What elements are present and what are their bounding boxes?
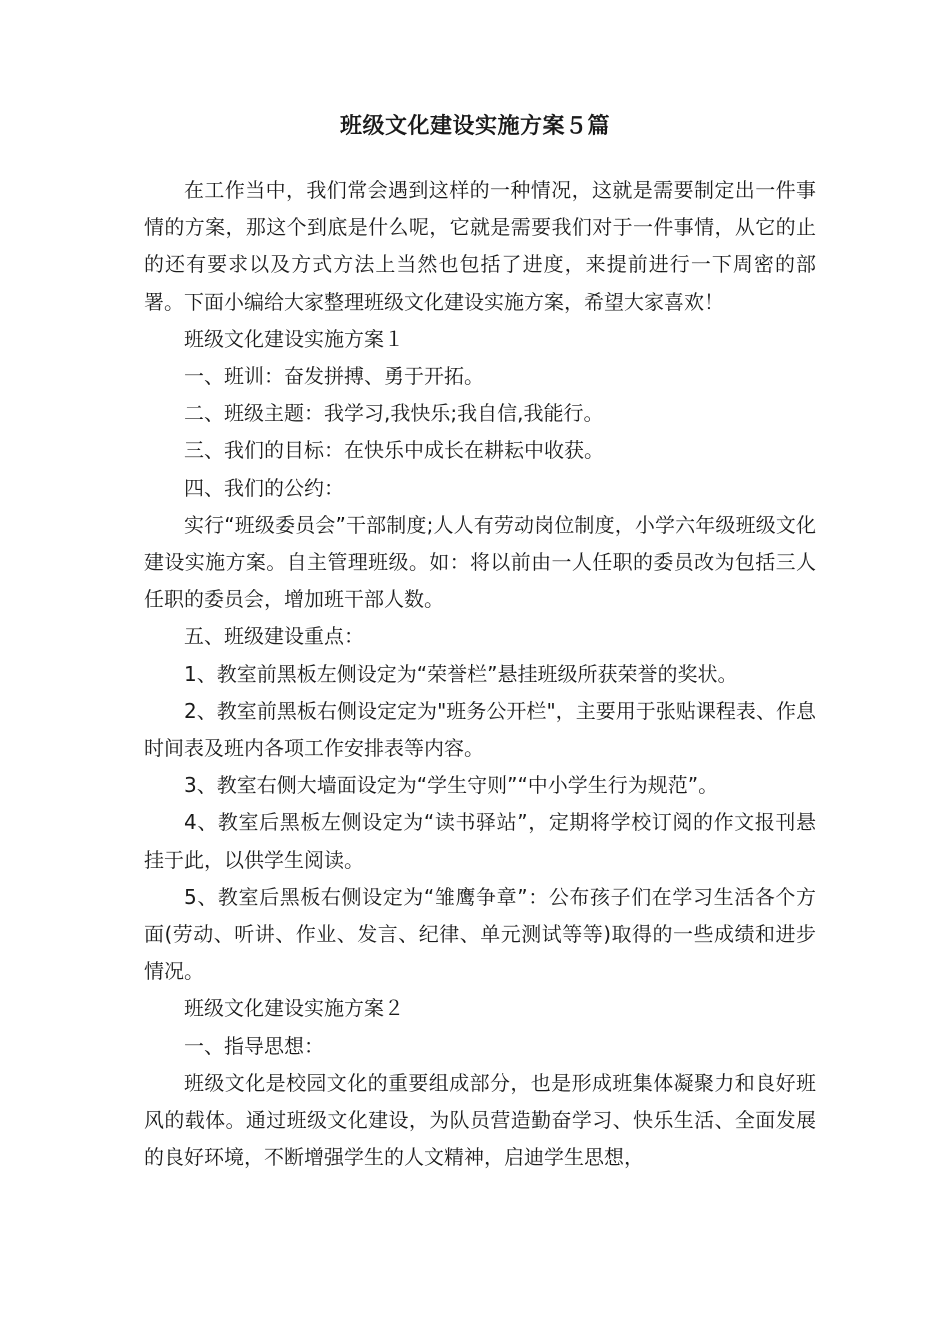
- paragraph-class-motto: 一、班训：奋发拼搏、勇于开拓。: [184, 364, 484, 389]
- paragraph-key-point-1: 1、教室前黑板左侧设定为“荣誉栏”悬挂班级所获荣誉的奖状。: [184, 661, 738, 686]
- paragraph-intro: 在工作当中，我们常会遇到这样的一种情况，这就是需要制定出一件事情的方案，那这个到底是什么呢，它就是需要我们对于一件事情，从它的止的还有要求以及方式方法上当然也包括了进度，来提前进行一下周密的部署。下面小编给大家整理班级文化建设实施方案，希望大家喜欢！: [144, 178, 816, 314]
- paragraph-key-point-4: 4、教室后黑板左侧设定为“读书驿站”，定期将学校订阅的作文报刊悬挂于此，以供学生阅读。: [144, 810, 816, 872]
- section-heading-plan-2: 班级文化建设实施方案２: [184, 996, 404, 1021]
- section-heading-plan-1: 班级文化建设实施方案１: [184, 326, 404, 351]
- paragraph-guiding-thought: 班级文化是校园文化的重要组成部分，也是形成班集体凝聚力和良好班风的载体。通过班级文化建设，为队员营造勤奋学习、快乐生活、全面发展的良好环境，不断增强学生的人文精神，启迪学生思想，: [144, 1070, 816, 1170]
- paragraph-class-theme: 二、班级主题：我学习,我快乐;我自信,我能行。: [184, 401, 604, 426]
- paragraph-key-point-2: 2、教室前黑板右侧设定定为"班务公开栏"，主要用于张贴课程表、作息时间表及班内各项工作安排表等内容。: [144, 698, 816, 761]
- paragraph-key-point-5: 5、教室后黑板右侧设定为“雏鹰争章”：公布孩子们在学习生活各个方面(劳动、听讲、作业、发言、纪律、单元测试等等)取得的一些成绩和进步情况。: [144, 884, 816, 984]
- paragraph-key-point-3: 3、教室右侧大墙面设定为“学生守则”“中小学生行为规范”。: [184, 773, 719, 798]
- paragraph-guiding-heading: 一、指导思想：: [184, 1033, 324, 1058]
- document-body: [144, 172, 816, 1176]
- paragraph-key-points-heading: 五、班级建设重点：: [184, 624, 364, 649]
- paragraph-class-pact: 实行“班级委员会”干部制度;人人有劳动岗位制度，小学六年级班级文化建设实施方案。自主管理班级。如：将以前由一人任职的委员改为包括三人任职的委员会，增加班干部人数。: [144, 512, 816, 612]
- document-title: 班级文化建设实施方案５篇: [339, 114, 610, 139]
- paragraph-class-pact-heading: 四、我们的公约：: [184, 475, 344, 500]
- paragraph-class-goal: 三、我们的目标：在快乐中成长在耕耘中收获。: [184, 438, 604, 463]
